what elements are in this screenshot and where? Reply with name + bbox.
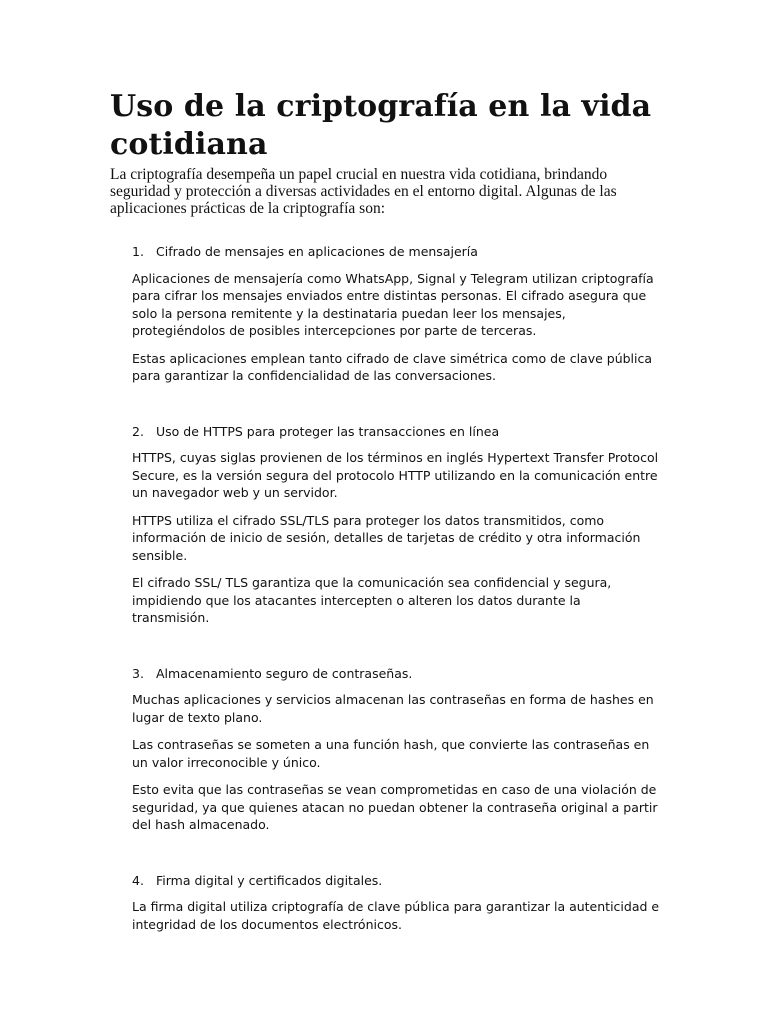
section-heading <box>132 665 660 683</box>
section-heading <box>132 872 660 890</box>
section-paragraph: HTTPS, cuyas siglas provienen de los términos en inglés Hypertext Transfer Protocol Secure, es la versión segura del protocolo HTTP utilizando en la comunicación entre un navegador web y un servidor. <box>132 450 659 500</box>
section-heading <box>132 423 660 441</box>
section-paragraph: Muchas aplicaciones y servicios almacenan las contraseñas en forma de hashes en lugar de texto plano. <box>132 692 654 725</box>
section-number: 4. <box>132 872 144 888</box>
section-number: 3. <box>132 665 144 681</box>
section-digital-signature <box>132 872 660 934</box>
section-title: Cifrado de mensajes en aplicaciones de mensajería <box>156 244 478 259</box>
section-number: 2. <box>132 423 144 439</box>
section-title: Almacenamiento seguro de contraseñas. <box>156 665 413 681</box>
section-password-storage <box>132 665 660 834</box>
section-title: Firma digital y certificados digitales. <box>156 872 383 888</box>
intro-paragraph: La criptografía desempeña un papel crucial en nuestra vida cotidiana, brindando seguridad y protección a diversas actividades en el entorno digital. Algunas de las aplicaciones prácticas de la criptografía son: <box>110 166 617 217</box>
section-messaging-encryption <box>132 243 660 385</box>
section-paragraph: Aplicaciones de mensajería como WhatsApp, Signal y Telegram utilizan criptografía para cifrar los mensajes enviados entre distintas personas. El cifrado asegura que solo la persona remitente y la destinataria puedan leer los mensajes, protegiéndolos de posibles intercepciones por parte de terceras. <box>132 270 654 338</box>
section-paragraph: Las contraseñas se someten a una función hash, que convierte las contraseñas en un valor irreconocible y único. <box>132 737 650 770</box>
section-paragraph: Esto evita que las contraseñas se vean comprometidas en caso de una violación de seguridad, ya que quienes atacan no puedan obtener la contraseña original a partir del hash almacenado. <box>132 782 658 832</box>
section-heading <box>132 243 660 261</box>
section-paragraph: HTTPS utiliza el cifrado SSL/TLS para proteger los datos transmitidos, como información de inicio de sesión, detalles de tarjetas de crédito y otra información sensible. <box>132 512 641 563</box>
document-title: Uso de la criptografía en la vida cotidiana <box>110 89 652 162</box>
section-paragraph: La firma digital utiliza criptografía de clave pública para garantizar la autenticidad e integridad de los documentos electrónicos. <box>132 899 660 932</box>
section-paragraph: El cifrado SSL/ TLS garantiza que la comunicación sea confidencial y segura, impidiendo que los atacantes intercepten o alteren los datos durante la transmisión. <box>132 575 612 625</box>
section-https <box>132 423 660 627</box>
section-number: 1. <box>132 244 144 259</box>
document-page <box>110 88 660 943</box>
section-paragraph: Estas aplicaciones emplean tanto cifrado de clave simétrica como de clave pública para garantizar la confidencialidad de las conversaciones. <box>132 350 653 383</box>
section-title: Uso de HTTPS para proteger las transacciones en línea <box>156 423 500 439</box>
